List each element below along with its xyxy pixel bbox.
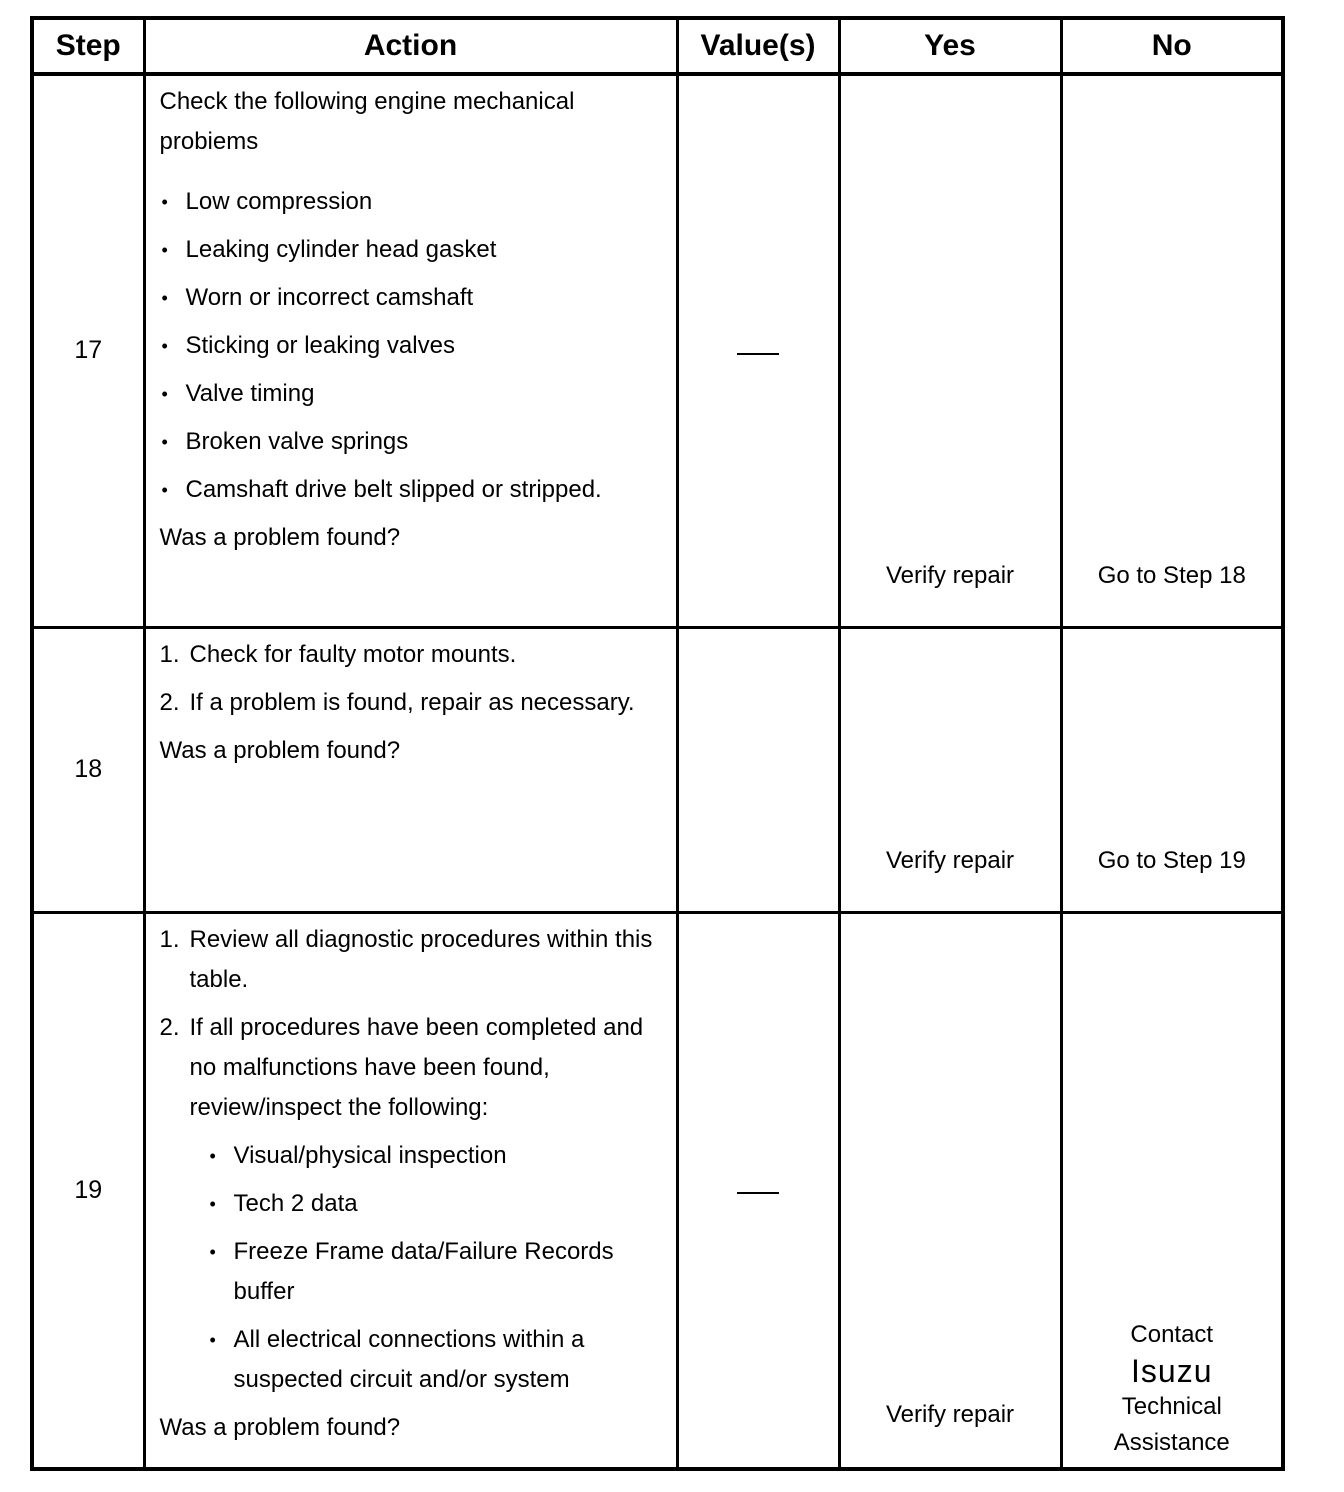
action-intro: Check the following engine mechanical probiems xyxy=(159,88,575,155)
header-yes: Yes xyxy=(839,18,1061,74)
list-item: • Low compression xyxy=(160,182,668,222)
step-number: 17 xyxy=(32,74,144,627)
contact-isuzu-text xyxy=(1063,1317,1282,1461)
value-cell xyxy=(677,74,839,627)
no-result: Go to Step 19 xyxy=(1097,846,1246,874)
item-text: Review all diagnostic procedures within this table. xyxy=(189,925,653,993)
list-item: • Valve timing xyxy=(160,374,668,414)
list-item: • Camshaft drive belt slipped or stripped. xyxy=(160,470,668,510)
diagnostic-table xyxy=(30,16,1285,1471)
yes-result: Verify repair xyxy=(885,561,1015,589)
list-item: • Visual/physical inspection xyxy=(208,1136,668,1176)
item-number: 2. xyxy=(159,1013,180,1041)
item-text: If a problem is found, repair as necessary. xyxy=(189,688,635,716)
list-item: • Freeze Frame data/Failure Records buffer xyxy=(208,1232,668,1312)
value-cell xyxy=(677,912,839,1469)
value-cell xyxy=(677,627,839,912)
inspection-list xyxy=(208,1136,668,1400)
table-row-step-17 xyxy=(32,74,1283,627)
list-item xyxy=(160,683,668,723)
table-row-step-18 xyxy=(32,627,1283,912)
action-cell xyxy=(144,912,677,1469)
header-row xyxy=(32,18,1283,74)
no-cell xyxy=(1061,912,1283,1469)
list-item: • Tech 2 data xyxy=(208,1184,668,1224)
action-cell xyxy=(144,627,677,912)
list-item: • Broken valve springs xyxy=(160,422,668,462)
list-item: • All electrical connections within a suspected circuit and/or system xyxy=(208,1320,668,1400)
item-text: Check for faulty motor mounts. xyxy=(189,640,517,668)
yes-cell xyxy=(839,74,1061,627)
item-number: 1. xyxy=(159,925,180,953)
yes-cell xyxy=(839,912,1061,1469)
step-number: 19 xyxy=(32,912,144,1469)
numbered-list xyxy=(160,635,668,723)
list-item xyxy=(160,920,668,1000)
yes-cell xyxy=(839,627,1061,912)
list-item: • Worn or incorrect camshaft xyxy=(160,278,668,318)
item-number: 1. xyxy=(159,640,180,668)
no-cell xyxy=(1061,74,1283,627)
numbered-list xyxy=(160,920,668,1128)
value-dash xyxy=(737,1192,779,1194)
list-item: • Sticking or leaking valves xyxy=(160,326,668,366)
header-no: No xyxy=(1061,18,1283,74)
contact-line: Technical xyxy=(1121,1393,1222,1420)
action-question: Was a problem found? xyxy=(159,1413,401,1441)
contact-line: Contact xyxy=(1130,1321,1214,1348)
item-text: If all procedures have been completed and no malfunctions have been found, review/inspect the following: xyxy=(189,1013,644,1121)
action-question: Was a problem found? xyxy=(159,524,401,551)
no-result: Go to Step 18 xyxy=(1097,561,1246,589)
header-values: Value(s) xyxy=(677,18,839,74)
contact-line: Assistance xyxy=(1113,1429,1230,1456)
yes-result: Verify repair xyxy=(885,1401,1015,1428)
yes-result: Verify repair xyxy=(885,846,1015,874)
isuzu-brand: Isuzu xyxy=(1131,1353,1213,1389)
no-cell xyxy=(1061,627,1283,912)
list-item xyxy=(160,635,668,675)
header-action: Action xyxy=(144,18,677,74)
list-item: • Leaking cylinder head gasket xyxy=(160,230,668,270)
check-list xyxy=(160,182,668,510)
list-item xyxy=(160,1008,668,1128)
action-cell xyxy=(144,74,677,627)
table-row-step-19 xyxy=(32,912,1283,1469)
action-question: Was a problem found? xyxy=(159,736,401,764)
value-dash xyxy=(737,353,779,355)
item-number: 2. xyxy=(159,688,180,716)
header-step: Step xyxy=(32,18,144,74)
step-number: 18 xyxy=(32,627,144,912)
